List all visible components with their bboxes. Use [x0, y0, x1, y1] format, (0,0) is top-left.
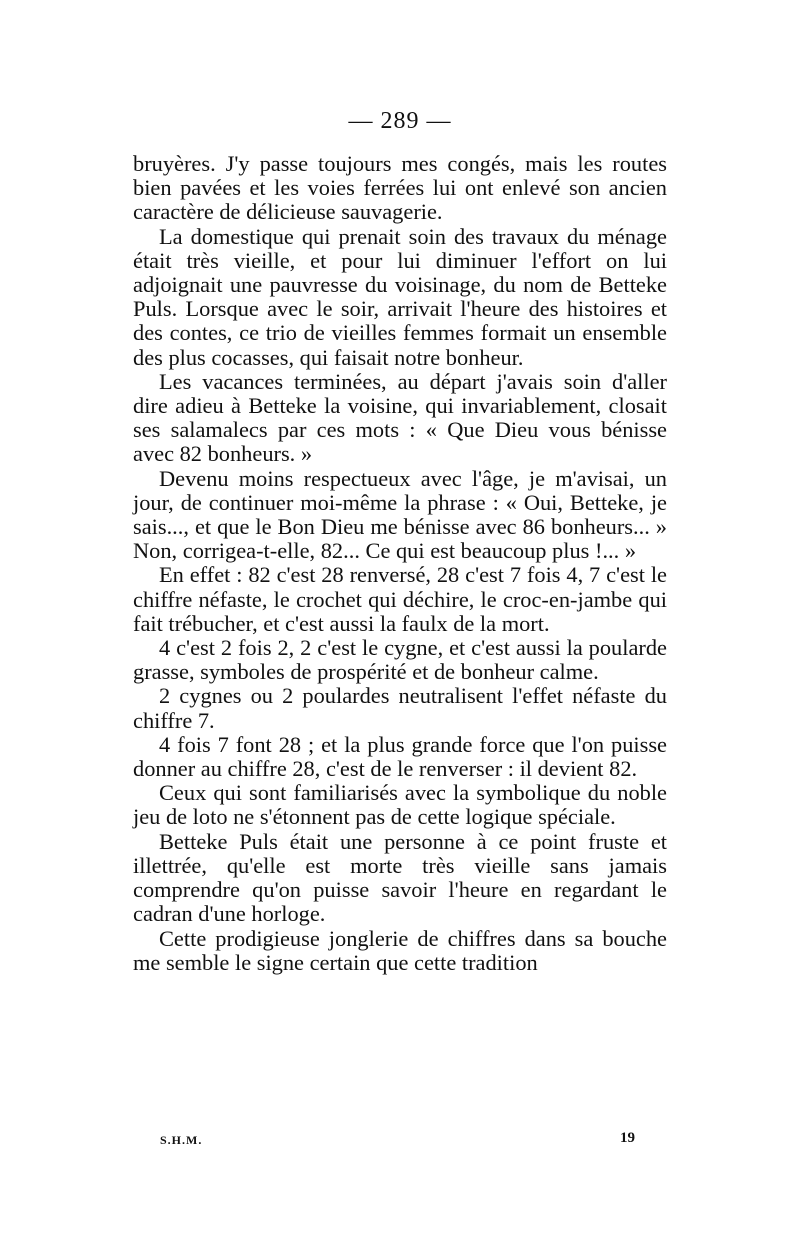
paragraph: Devenu moins respectueux avec l'âge, je m'avisai, un jour, de continuer moi-même la phrase : « Oui, Betteke, je sais..., et que le Bon Dieu me bénisse avec 86 bonheurs... » Non, corrigea-t-elle, 82... Ce qui est beaucoup plus !... »	[133, 465, 667, 564]
paragraph: Les vacances terminées, au départ j'avais soin d'aller dire adieu à Betteke la voisine, qui invariablement, closait ses salamalecs par ces mots : « Que Dieu vous bénisse avec 82 bonheurs. »	[133, 368, 667, 467]
paragraph: 4 c'est 2 fois 2, 2 c'est le cygne, et c'est aussi la poularde grasse, symboles de prospérité et de bonheur calme.	[133, 635, 667, 685]
paragraph: En effet : 82 c'est 28 renversé, 28 c'est 7 fois 4, 7 c'est le chiffre néfaste, le crochet qui déchire, le croc-en-jambe qui fait trébucher, et c'est aussi la faulx de la mort.	[133, 562, 667, 636]
body-text	[133, 152, 667, 975]
page-number: — 289 —	[348, 108, 452, 134]
paragraph: La domestique qui prenait soin des travaux du ménage était très vieille, et pour lui diminuer l'effort on lui adjoignait une pauvresse du voisinage, du nom de Betteke Puls. Lorsque avec le soir, arrivait l'heure des histoires et des contes, ce trio de vieilles femmes formait un ensemble des plus cocasses, qui faisait notre bonheur.	[133, 223, 667, 370]
paragraph: Betteke Puls était une personne à ce point fruste et illettrée, qu'elle est morte très vieille sans jamais comprendre qu'on puisse savoir l'heure en regardant le cadran d'une horloge.	[133, 828, 667, 927]
sheet-number: 19	[620, 1130, 635, 1146]
paragraph: Ceux qui sont familiarisés avec la symbolique du noble jeu de loto ne s'étonnent pas de cette logique spéciale.	[133, 780, 667, 830]
printer-signature-mark: S.H.M.	[160, 1133, 203, 1147]
paragraph: 2 cygnes ou 2 poulardes neutralisent l'effet néfaste du chiffre 7.	[133, 683, 667, 733]
paragraph: Cette prodigieuse jonglerie de chiffres dans sa bouche me semble le signe certain que cette tradition	[133, 925, 667, 975]
paragraph: 4 fois 7 font 28 ; et la plus grande force que l'on puisse donner au chiffre 28, c'est de le renverser : il devient 82.	[133, 731, 667, 782]
paragraph: bruyères. J'y passe toujours mes congés, mais les routes bien pavées et les voies ferrées lui ont enlevé son ancien caractère de délicieuse sauvagerie.	[133, 151, 667, 225]
